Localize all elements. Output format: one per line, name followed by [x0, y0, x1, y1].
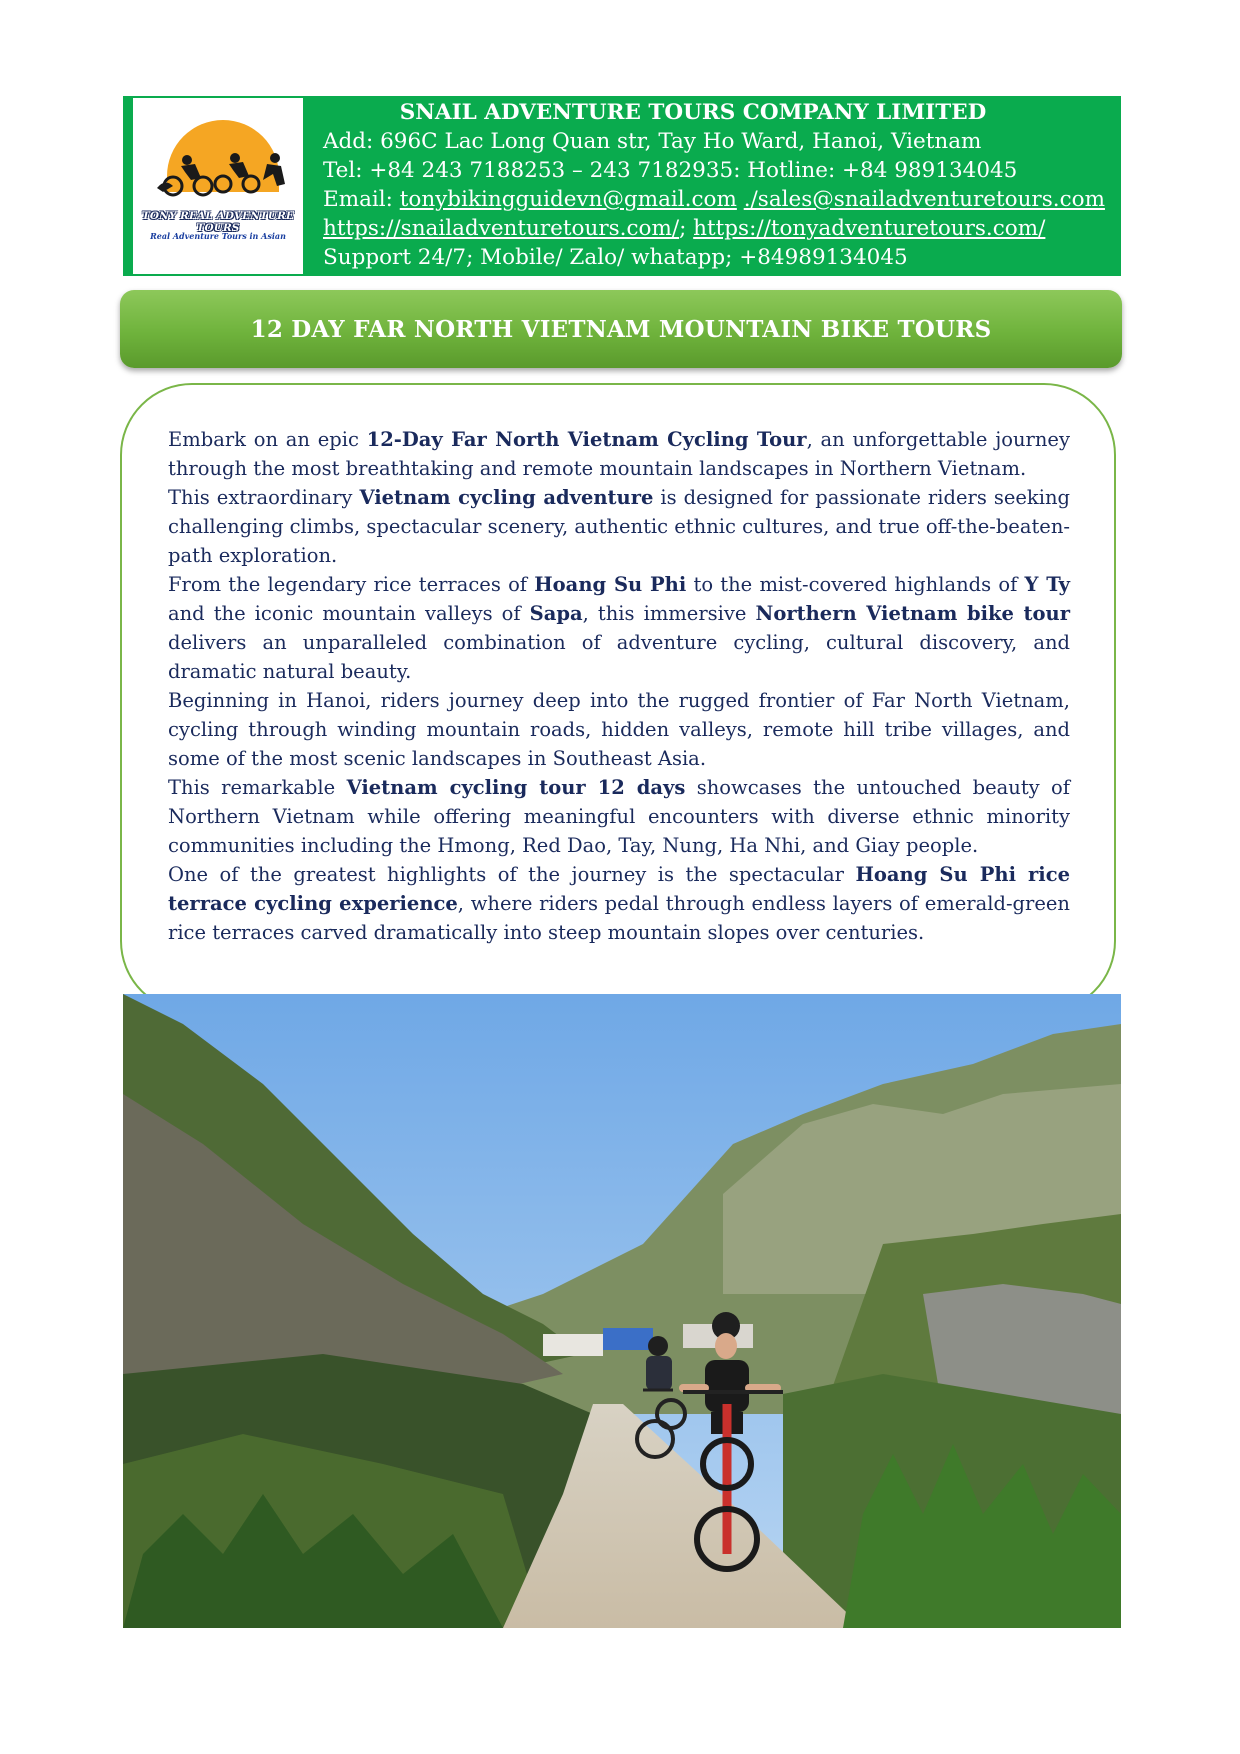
email-link-tonybiking[interactable]: tonybikingguidevn@gmail.com — [399, 187, 737, 212]
company-websites — [323, 214, 1113, 243]
p3-bold-bike-tour: Northern Vietnam bike tour — [755, 602, 1070, 625]
cycling-photo — [123, 994, 1121, 1628]
p3-bold-y-ty: Y Ty — [1024, 573, 1070, 596]
p5-text-c: showcases the untouched beauty of Northern Vietnam while offering meaningful encounters with diverse ethnic minority communities including the Hmong, Red Dao, Tay, Nung, Ha Nhi, and Giay people. — [168, 776, 1070, 857]
p3-text-c: to the mist-covered highlands of — [686, 573, 1025, 596]
email-separator — [737, 187, 744, 212]
p2-text-a: This extraordinary — [168, 486, 360, 509]
intro-text-box — [120, 383, 1116, 1013]
paragraph-6 — [168, 860, 1070, 947]
company-name: SNAIL ADVENTURE TOURS COMPANY LIMITED — [399, 100, 987, 125]
company-logo — [133, 98, 303, 274]
p1-bold: 12-Day Far North Vietnam Cycling Tour — [366, 428, 807, 451]
email-link-sales[interactable]: ./sales@snailadventuretours.com — [743, 187, 1105, 212]
intro-text — [168, 425, 1070, 947]
p6-text-c: , where riders pedal through endless layers of emerald-green rice terraces carved dramatically into steep mountain slopes over centuries. — [168, 892, 1070, 944]
paragraph-5 — [168, 773, 1070, 860]
p3-text-g: , this immersive — [582, 602, 756, 625]
p2-bold: Vietnam cycling adventure — [359, 486, 654, 509]
p1-text-c: , an unforgettable journey through the most breathtaking and remote mountain landscapes in Northern Vietnam. — [168, 428, 1070, 480]
logo-name: TONY REAL ADVENTURE TOURS — [141, 210, 295, 234]
logo-tagline: Real Adventure Tours in Asian — [150, 231, 286, 241]
p5-text-a: This remarkable — [168, 776, 347, 799]
website-link-snail[interactable]: https://snailadventuretours.com/ — [323, 216, 680, 241]
page-title: 12 DAY FAR NORTH VIETNAM MOUNTAIN BIKE TOURS — [250, 315, 992, 343]
title-banner — [120, 290, 1122, 368]
p1-text-a: Embark on an epic — [168, 428, 367, 451]
website-separator: ; — [679, 216, 694, 241]
p3-text-e: and the iconic mountain valleys of — [168, 602, 530, 625]
website-link-tony[interactable]: https://tonyadventuretours.com/ — [693, 216, 1046, 241]
paragraph-1 — [168, 425, 1070, 483]
p6-text-a: One of the greatest highlights of the journey is the spectacular — [168, 863, 856, 886]
company-header — [123, 96, 1121, 276]
p3-bold-hoang-su-phi: Hoang Su Phi — [534, 573, 687, 596]
cyclists-icon — [151, 150, 291, 200]
p3-bold-sapa: Sapa — [529, 602, 583, 625]
paragraph-2 — [168, 483, 1070, 570]
p3-text-a: From the legendary rice terraces of — [168, 573, 535, 596]
p5-bold: Vietnam cycling tour 12 days — [346, 776, 686, 799]
company-support: Support 24/7; Mobile/ Zalo/ whatapp; +84989134045 — [323, 245, 908, 270]
p6-bold: Hoang Su Phi rice terrace cycling experience — [168, 863, 1070, 915]
company-email-line — [323, 185, 1113, 214]
company-info — [323, 98, 1113, 272]
paragraph-3 — [168, 570, 1070, 686]
mountain-cyclists-illustration — [123, 994, 1121, 1628]
p3-text-i: delivers an unparalleled combination of adventure cycling, cultural discovery, and dramatic natural beauty. — [168, 631, 1070, 683]
p2-text-c: is designed for passionate riders seeking challenging climbs, spectacular scenery, authentic ethnic cultures, and true off-the-beaten-path exploration. — [168, 486, 1070, 567]
company-phone: Tel: +84 243 7188253 – 243 7182935: Hotline: +84 989134045 — [323, 158, 1018, 183]
paragraph-4: Beginning in Hanoi, riders journey deep into the rugged frontier of Far North Vietnam, cycling through winding mountain roads, hidden valleys, remote hill tribe villages, and some of the most scenic landscapes in Southeast Asia. — [168, 689, 1070, 770]
company-address: Add: 696C Lac Long Quan str, Tay Ho Ward, Hanoi, Vietnam — [323, 129, 982, 154]
email-prefix: Email: — [323, 187, 400, 212]
